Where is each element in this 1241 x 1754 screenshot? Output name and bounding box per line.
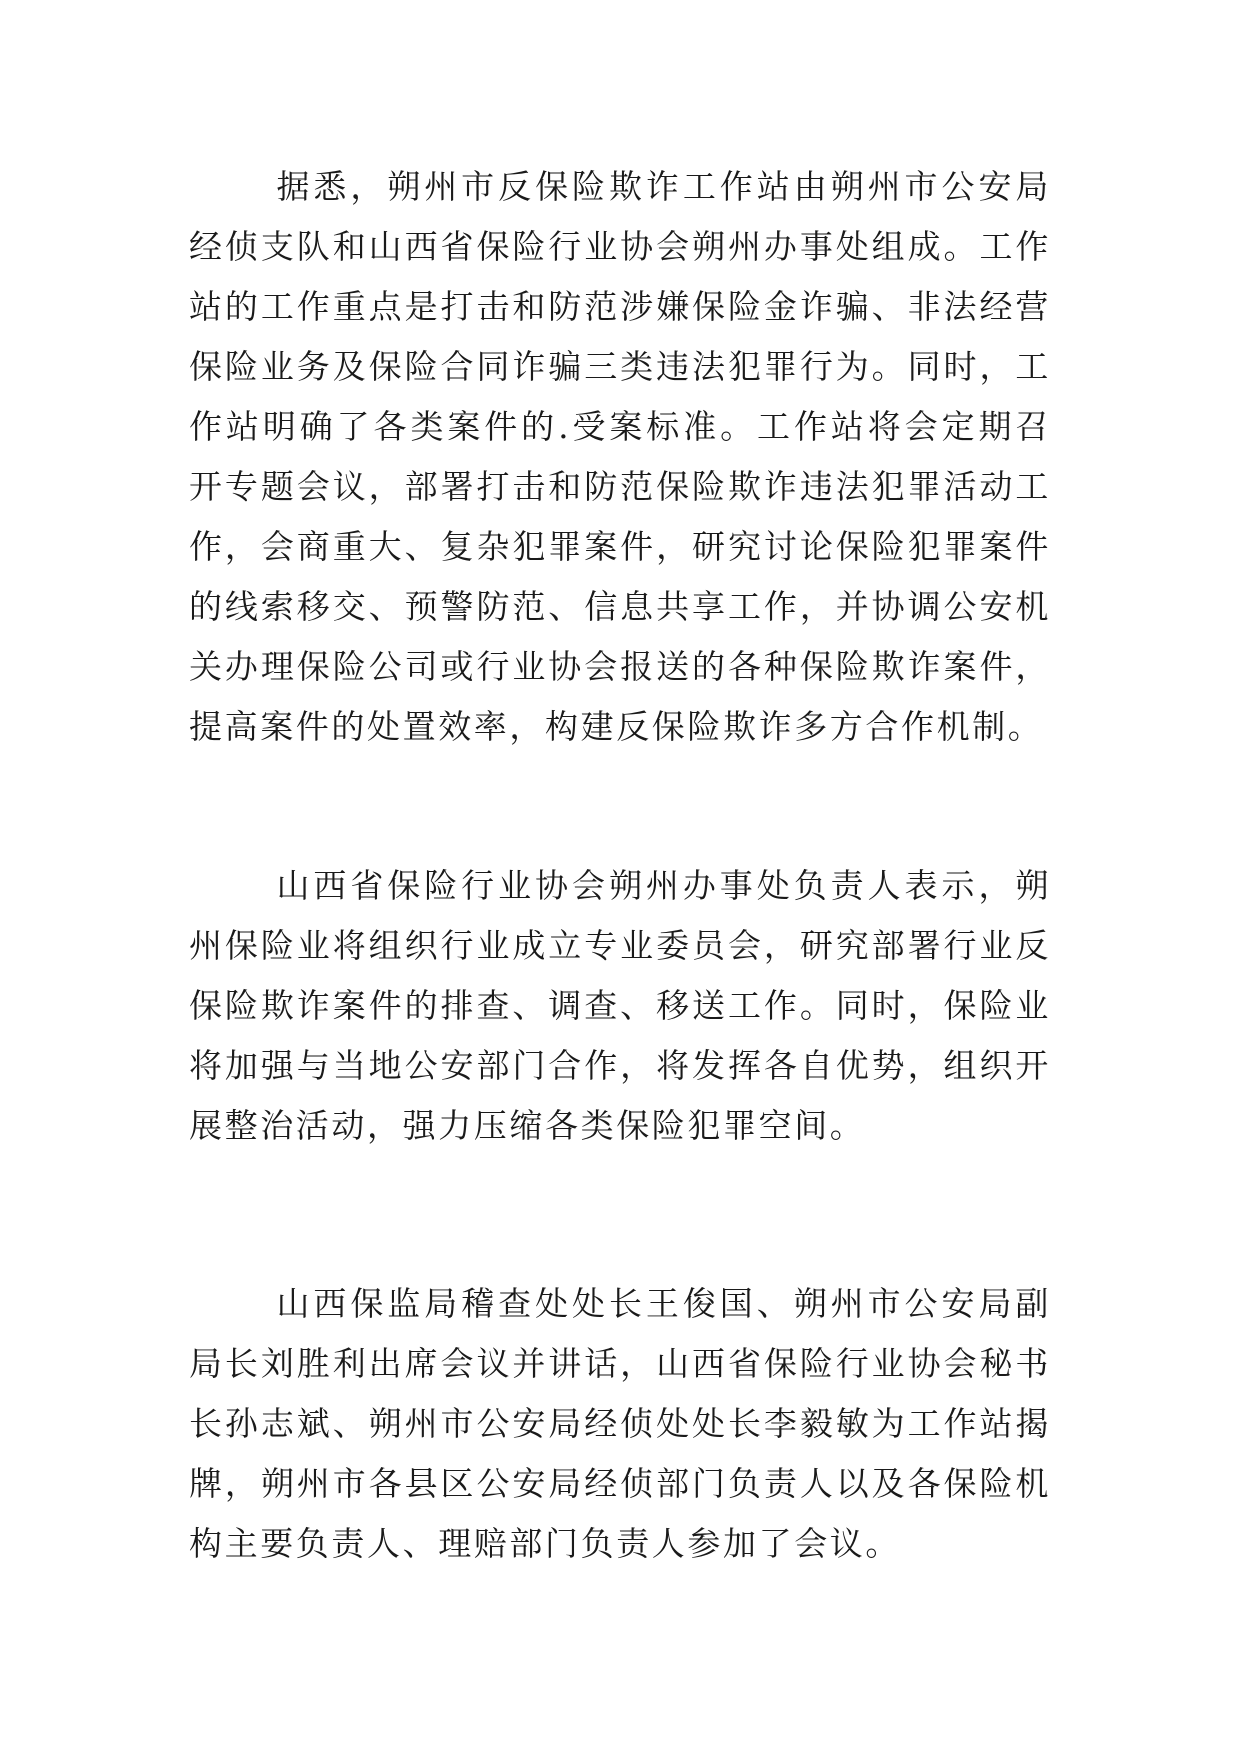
paragraph-association-statement: 山西省保险行业协会朔州办事处负责人表示，朔州保险业将组织行业成立专业委员会，研究部署行业反保险欺诈案件的排查、调查、移送工作。同时，保险业将加强与当地公安部门合作，将发挥各自优势，组织开展整治活动，强力压缩各类保险犯罪空间。 <box>189 866 1051 1145</box>
paragraph-meeting-attendees: 山西保监局稽查处处长王俊国、朔州市公安局副局长刘胜利出席会议并讲话，山西省保险行业协会秘书长孙志斌、朔州市公安局经侦处处长李毅敏为工作站揭牌，朔州市各县区公安局经侦部门负责人以及各保险机构主要负责人、理赔部门负责人参加了会议。 <box>189 1284 1051 1563</box>
paragraph-workstation-overview: 据悉，朔州市反保险欺诈工作站由朔州市公安局经侦支队和山西省保险行业协会朔州办事处组成。工作站的工作重点是打击和防范涉嫌保险金诈骗、非法经营保险业务及保险合同诈骗三类违法犯罪行为。同时，工作站明确了各类案件的.受案标准。工作站将会定期召开专题会议，部署打击和防范保险欺诈违法犯罪活动工作，会商重大、复杂犯罪案件，研究讨论保险犯罪案件的线索移交、预警防范、信息共享工作，并协调公安机关办理保险公司或行业协会报送的各种保险欺诈案件，提高案件的处置效率，构建反保险欺诈多方合作机制。 <box>189 167 1051 746</box>
